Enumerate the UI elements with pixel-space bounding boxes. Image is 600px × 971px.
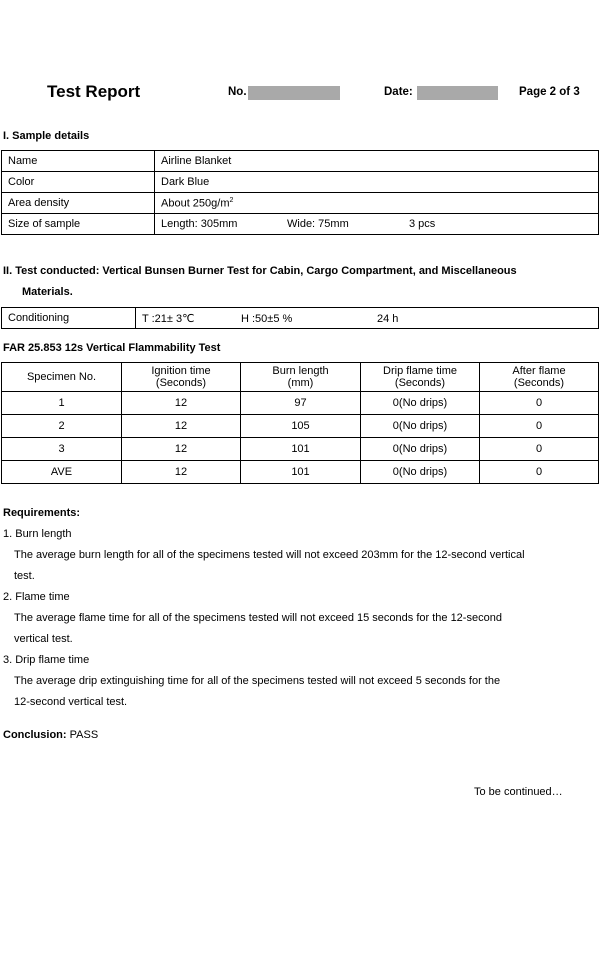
table-cell: 0 <box>480 438 599 461</box>
table-cell: 12 <box>122 392 241 415</box>
redacted-report-number <box>248 86 340 100</box>
table-row <box>2 438 599 461</box>
table-row <box>2 461 599 484</box>
sample-count: 3 pcs <box>409 218 436 230</box>
sample-size-value <box>155 214 599 235</box>
table-cell: 0 <box>480 392 599 415</box>
sample-color-label: Color <box>2 172 155 193</box>
table-cell: 12 <box>122 415 241 438</box>
area-density-exponent: 2 <box>229 196 234 204</box>
sample-size-label: Size of sample <box>2 214 155 235</box>
continued-note: To be continued… <box>474 786 563 798</box>
test-conducted-heading: II. Test conducted: Vertical Bunsen Burner Test for Cabin, Cargo Compartment, and Miscellaneous <box>3 265 517 277</box>
table-cell: 1 <box>2 392 122 415</box>
table-row <box>2 415 599 438</box>
requirements-list <box>3 524 593 713</box>
sample-details-table <box>1 150 599 235</box>
conditioning-label: Conditioning <box>2 308 136 329</box>
table-row <box>2 214 599 235</box>
area-density-value <box>155 193 599 214</box>
table-cell: 0(No drips) <box>361 438 480 461</box>
table-row <box>2 151 599 172</box>
column-header-after-flame: After flame (Seconds) <box>480 363 599 392</box>
conditioning-humidity: H :50±5 % <box>241 312 293 325</box>
sample-color-value: Dark Blue <box>155 172 599 193</box>
conclusion <box>3 729 98 741</box>
sample-width: Wide: 75mm <box>287 218 349 230</box>
table-cell: 2 <box>2 415 122 438</box>
conditioning-values <box>136 308 599 329</box>
test-conducted-heading-cont: Materials. <box>22 286 73 298</box>
table-row <box>2 172 599 193</box>
column-header-burn-length: Burn length (mm) <box>241 363 361 392</box>
requirements-heading: Requirements: <box>3 507 81 519</box>
requirement-title: 2. Flame time <box>3 591 70 603</box>
requirement-text: The average flame time for all of the specimens tested will not exceed 15 seconds for the 12-second <box>14 612 502 624</box>
table-cell: 0(No drips) <box>361 461 480 484</box>
conclusion-value: PASS <box>69 729 99 741</box>
table-cell: 0 <box>480 461 599 484</box>
sample-name-label: Name <box>2 151 155 172</box>
flammability-test-title: FAR 25.853 12s Vertical Flammability Test <box>3 342 221 354</box>
area-density-label: Area density <box>2 193 155 214</box>
conclusion-label: Conclusion: <box>3 729 67 741</box>
requirement-title: 1. Burn length <box>3 528 72 540</box>
table-row <box>2 308 599 329</box>
conditioning-temperature: T :21± 3℃ <box>142 312 195 325</box>
table-cell: 101 <box>241 438 361 461</box>
table-cell: 0 <box>480 415 599 438</box>
sample-name-value: Airline Blanket <box>155 151 599 172</box>
requirement-text: test. <box>14 570 35 582</box>
flammability-table <box>1 362 599 484</box>
sample-details-heading: I. Sample details <box>3 130 90 142</box>
table-cell: 101 <box>241 461 361 484</box>
table-row <box>2 193 599 214</box>
table-cell: 0(No drips) <box>361 415 480 438</box>
requirement-text: The average burn length for all of the specimens tested will not exceed 203mm for the 12-second vertical <box>14 549 525 561</box>
redacted-report-date <box>417 86 498 100</box>
page-number: Page 2 of 3 <box>519 86 580 98</box>
table-cell: 0(No drips) <box>361 392 480 415</box>
table-cell: AVE <box>2 461 122 484</box>
report-date-label: Date: <box>384 86 413 98</box>
table-cell: 12 <box>122 461 241 484</box>
requirement-text: 12-second vertical test. <box>14 696 128 708</box>
column-header-drip-flame: Drip flame time (Seconds) <box>361 363 480 392</box>
sample-length: Length: 305mm <box>161 218 238 230</box>
conditioning-table <box>1 307 599 329</box>
requirement-text: The average drip extinguishing time for all of the specimens tested will not exceed 5 seconds for the <box>14 675 501 687</box>
column-header-ignition: Ignition time (Seconds) <box>122 363 241 392</box>
area-density-amount: About 250g/m <box>161 197 230 210</box>
requirement-text: vertical test. <box>14 633 73 645</box>
column-header-specimen: Specimen No. <box>2 363 122 392</box>
table-row <box>2 392 599 415</box>
table-cell: 12 <box>122 438 241 461</box>
report-number-label: No. <box>228 86 247 98</box>
requirement-title: 3. Drip flame time <box>3 654 90 666</box>
table-header-row <box>2 363 599 392</box>
table-cell: 3 <box>2 438 122 461</box>
report-title: Test Report <box>47 82 141 101</box>
table-cell: 97 <box>241 392 361 415</box>
table-cell: 105 <box>241 415 361 438</box>
conditioning-time: 24 h <box>377 312 399 325</box>
